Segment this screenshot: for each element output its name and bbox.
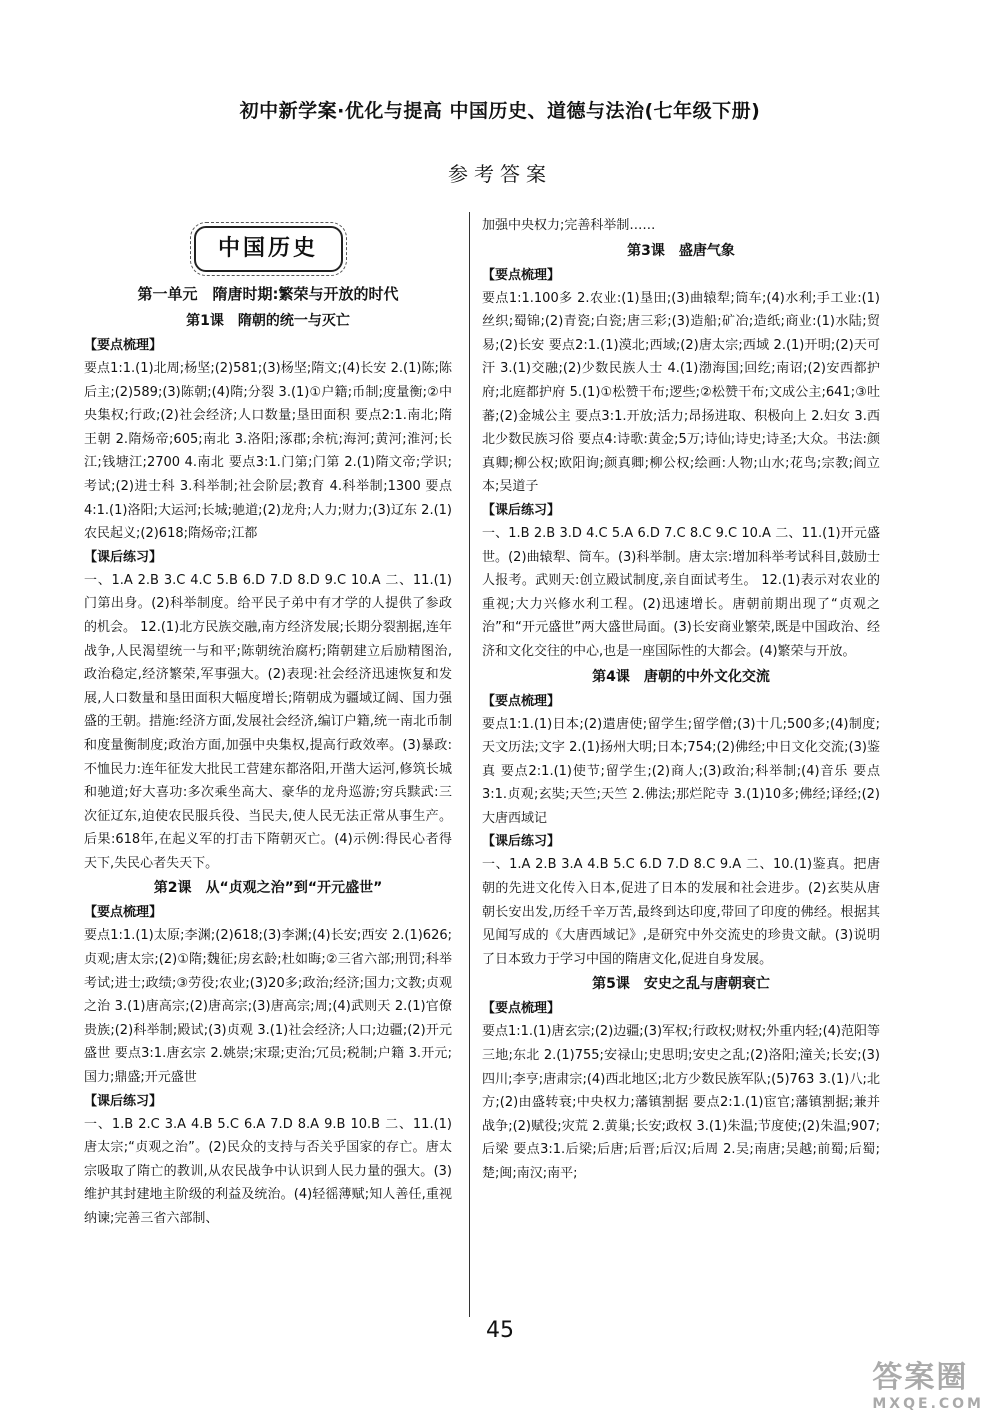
section-heading: 【要点梳理】 xyxy=(482,1001,561,1017)
watermark-text: 答案圈 xyxy=(872,1360,969,1395)
section-heading: 【课后练习】 xyxy=(482,834,561,850)
answer-paragraph: 要点1:1.(1)太原;李渊;(2)618;(3)李渊;(4)长安;西安 2.(1)626;贞观;唐太宗;(2)①隋;魏征;房玄龄;杜如晦;②三省六部;刑罚;科举考试;进士;政绩;③劳役;农业;(3)20多;政治;经济;国力;文教;贞观之治 3.(1)唐高宗;(2)唐高宗;(3)唐高宗;周;(4)武则天 2.(1)官僚贵族;(2)科举制;殿试;(3)贞观 3.(1)社会经济;人口;边疆;(2)开元盛世 要点3:1.唐玄宗 2.姚崇;宋璟;吏治;冗员;税制;户籍 3.开元;国力;鼎盛;开元盛世 xyxy=(84,928,452,1086)
page-subtitle: 参考答案 xyxy=(448,162,552,186)
left-column xyxy=(84,210,452,1231)
answer-paragraph: 一、1.B 2.C 3.A 4.B 5.C 6.A 7.D 8.A 9.B 10.B 二、11.(1)唐太宗;“贞观之治”。(2)民众的支持与否关乎国家的存亡。唐太宗吸取了隋亡的教训,从农民战争中认识到人民力量的强大。(3)维护其封建地主阶级的利益及统治。(4)轻徭薄赋;知人善任,重视纳谏;完善三省六部制、 xyxy=(84,1116,452,1226)
right-column xyxy=(482,214,880,1186)
right-blocks xyxy=(482,214,880,1186)
left-blocks xyxy=(84,308,452,1231)
section-heading: 【课后练习】 xyxy=(482,502,561,518)
answer-paragraph: 一、1.A 2.B 3.C 4.C 5.B 6.D 7.D 8.D 9.C 10.A 二、11.(1)门第出身。(2)科举制度。给平民子弟中有才学的人提供了参政的机会。 12.(1)北方民族交融,南方经济发展;长期分裂割据,连年战争,人民渴望统一与和平;陈朝统治腐朽;隋朝建立后励精图治,政治稳定,经济繁荣,军事强大。(2)表现:社会经济迅速恢复和发展,人口数量和垦田面积大幅度增长;隋朝成为疆域辽阔、国力强盛的王朝。措施:经济方面,发展社会经济,编订户籍,统一南北币制和度量衡制度;政治方面,加强中央集权,提高行政效率。(3)暴政:不恤民力:连年征发大批民工营建东都洛阳,开凿大运河,修筑长城和驰道;好大喜功:多次乘坐高大、豪华的龙舟巡游;穷兵黩武:三次征辽东,迫使农民服兵役、当民夫,使人民无法正常从事生产。后果:618年,在起义军的打击下隋朝灭亡。(4)示例:得民心者得天下,失民心者失天下。 xyxy=(84,572,452,871)
answer-paragraph: 要点1:1.(1)唐玄宗;(2)边疆;(3)军权;行政权;财权;外重内轻;(4)范阳等三地;东北 2.(1)755;安禄山;史思明;安史之乱;(2)洛阳;潼关;长安;(3)四川;李亨;唐肃宗;(4)西北地区;北方少数民族军队;(5)763 3.(1)八;北方;(2)由盛转衰;中央权力;藩镇割据 要点2:1.(1)宦官;藩镇割据;兼并战争;(2)赋役;灾荒 2.黄巢;长安;政权 3.(1)朱温;节度使;(2)朱温;907;后梁 要点3:1.后梁;后唐;后晋;后汉;后周 2.吴;南唐;吴越;前蜀;后蜀;楚;闽;南汉;南平; xyxy=(482,1024,880,1181)
unit-heading: 第一单元 隋唐时期:繁荣与开放的时代 xyxy=(137,285,399,303)
section-heading: 【要点梳理】 xyxy=(84,338,163,353)
page-title: 初中新学案·优化与提高 中国历史、道德与法治(七年级下册) xyxy=(239,100,761,122)
page-number: 45 xyxy=(486,1318,514,1343)
answer-paragraph: 要点1:1.(1)日本;(2)遣唐使;留学生;留学僧;(3)十几;500多;(4)制度;天文历法;文字 2.(1)扬州大明;日本;754;(2)佛经;中日文化交流;(3)鉴真 要点2:1.(1)使节;留学生;(2)商人;(3)政治;科举制;(4)音乐 要点3:1.贞观;玄奘;天竺;天竺 2.佛法;那烂陀寺 3.(1)10多;佛经;译经;(2)大唐西域记 xyxy=(482,716,880,826)
answer-paragraph: 要点1:1.(1)北周;杨坚;(2)581;(3)杨坚;隋文;(4)长安 2.(1)陈;陈后主;(2)589;(3)陈朝;(4)隋;分裂 3.(1)①户籍;币制;度量衡;②中央集权;行政;(2)社会经济;人口数量;垦田面积 要点2:1.南北;隋王朝 2.隋炀帝;605;南北 3.洛阳;涿郡;余杭;海河;黄河;淮河;长江;钱塘江;2700 4.南北 要点3:1.门第;门第 2.(1)隋文帝;学识;考试;(2)进士科 3.科举制;社会阶层;教育 4.科举制;1300 要点4:1.(1)洛阳;大运河;长城;驰道;(2)龙舟;人力;财力;(3)辽东 2.(1)农民起义;(2)618;隋炀帝;江都 xyxy=(84,361,452,542)
answer-paragraph: 要点1:1.100多 2.农业:(1)垦田;(3)曲辕犁;筒车;(4)水利;手工业:(1)丝织;蜀锦;(2)青瓷;白瓷;唐三彩;(3)造船;矿冶;造纸;商业:(1)水陆;贸易;(2)长安 要点2:1.(1)漠北;西域;(2)唐太宗;西域 2.(1)开明;(2)天可汗 3.(1)交融;(2)少数民族人士 4.(1)渤海国;回纥;南诏;(2)安西都护府;北庭都护府 5.(1)①松赞干布;逻些;②松赞干布;文成公主;641;③吐蕃;(2)金城公主 要点3:1.开放;活力;昂扬进取、积极向上 2.妇女 3.西北少数民族习俗 要点4:诗歌:黄金;5万;诗仙;诗史;诗圣;大众。书法:颜真卿;柳公权;欧阳询;颜真卿;柳公权;绘画:人物;山水;花鸟;宗教;阎立本;吴道子 xyxy=(482,290,880,495)
lesson-heading: 第3课 盛唐气象 xyxy=(627,242,735,259)
section-heading: 【课后练习】 xyxy=(84,549,163,565)
section-heading: 【课后练习】 xyxy=(84,1093,163,1109)
section-heading: 【要点梳理】 xyxy=(482,693,561,709)
lesson-heading: 第4课 唐朝的中外文化交流 xyxy=(592,668,770,685)
section-stamp: 中国历史 xyxy=(194,226,343,272)
lesson-heading: 第1课 隋朝的统一与灭亡 xyxy=(186,313,350,329)
lesson-heading: 第5课 安史之乱与唐朝衰亡 xyxy=(592,976,770,993)
section-heading: 【要点梳理】 xyxy=(84,905,163,921)
lesson-heading: 第2课 从“贞观之治”到“开元盛世” xyxy=(153,880,383,897)
watermark-logo xyxy=(872,1352,984,1412)
column-divider xyxy=(469,212,470,1317)
answer-paragraph: 加强中央权力;完善科举制…… xyxy=(482,218,656,233)
section-heading: 【要点梳理】 xyxy=(482,267,561,283)
answer-paragraph: 一、1.A 2.B 3.A 4.B 5.C 6.D 7.D 8.C 9.A 二、10.(1)鉴真。把唐朝的先进文化传入日本,促进了日本的发展和社会进步。(2)玄奘从唐朝长安出发,历经千辛万苦,最终到达印度,带回了印度的佛经。根据其见闻写成的《大唐西域记》,是研究中外交流史的珍贵文献。(3)说明了日本致力于学习中国的隋唐文化,促进自身发展。 xyxy=(482,857,880,967)
answer-paragraph: 一、1.B 2.B 3.D 4.C 5.A 6.D 7.C 8.C 9.C 10.A 二、11.(1)开元盛世。(2)曲辕犁、筒车。(3)科举制。唐太宗:增加科举考试科目,鼓励士人报考。武则天:创立殿试制度,亲自面试考生。 12.(1)表示对农业的重视;大力兴修水利工程。(2)迅速增长。唐朝前期出现了“贞观之治”和“开元盛世”两大盛世局面。(3)长安商业繁荣,既是中国政治、经济和文化交往的中心,也是一座国际性的大都会。(4)繁荣与开放。 xyxy=(482,525,880,659)
watermark-url: MXQE.COM xyxy=(872,1396,984,1412)
